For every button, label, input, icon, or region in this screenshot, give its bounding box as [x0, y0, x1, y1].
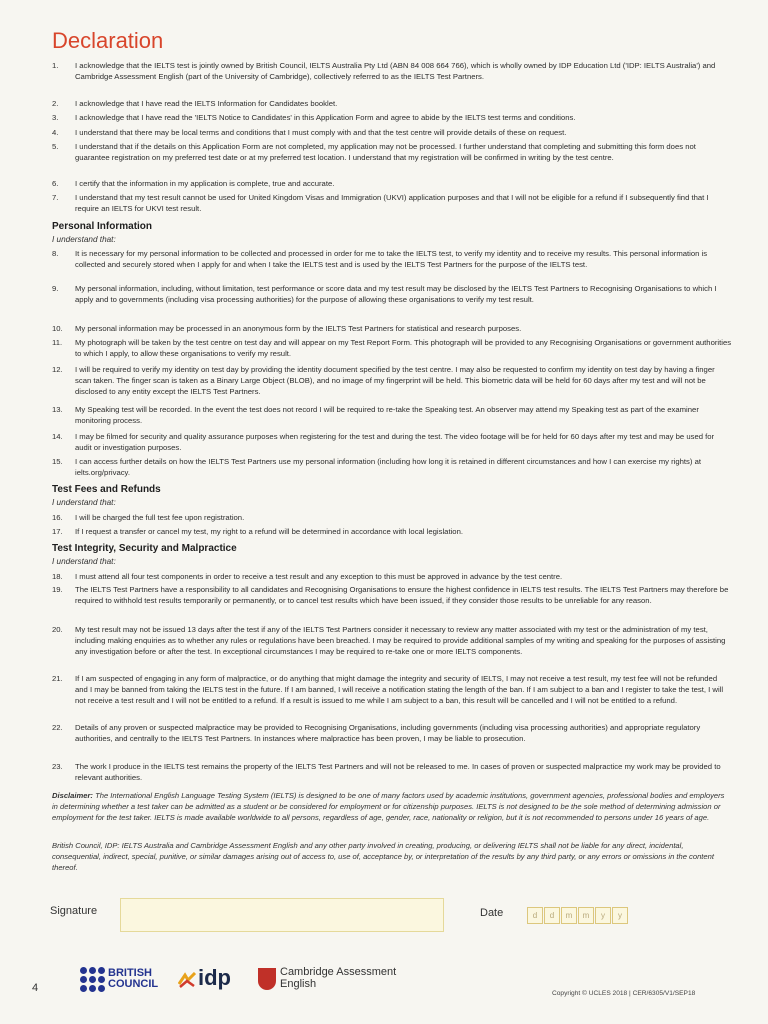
item-text: My Speaking test will be recorded. In the event the test does not record I will be required to re-take the Speaking test. An observer may attend my Speaking test as part of the examiner monitoring process.: [75, 405, 699, 425]
item-number: 3.: [52, 113, 59, 122]
declaration-item: [52, 404, 732, 426]
idp-logo: [178, 966, 240, 994]
declaration-item: [52, 624, 732, 657]
item-number: 15.: [52, 457, 63, 466]
date-label: Date: [480, 907, 504, 919]
date-box-d1[interactable]: d: [527, 907, 543, 924]
cambridge-line-2: English: [280, 978, 317, 990]
date-box-m2[interactable]: m: [578, 907, 594, 924]
item-text: My personal information, including, without limitation, test performance or score data and my test result may be disclosed by the IELTS Test Partners to Recognising Organisations to which I apply and to governments (including visa processing authorities) for the purpose of allowing these organisations to verify my test result.: [75, 284, 717, 304]
item-number: 4.: [52, 128, 59, 137]
section-sub-fees: I understand that:: [52, 498, 116, 507]
declaration-item: [52, 337, 732, 359]
disclaimer-label: Disclaimer:: [52, 791, 93, 800]
declaration-item: [52, 673, 732, 706]
item-text: My test result may not be issued 13 days after the test if any of the IELTS Test Partners consider it necessary to review any matter associated with my test or the administration of my test, including making enquiries as to whether any rules or regulations have been breached. I may be required to provide additional samples of my writing and speaking for the purposes of assisting any investigation before or after the test. In exceptional circumstances I may be required to re-take one or more IELTS components.: [75, 625, 726, 656]
signature-field[interactable]: [120, 898, 444, 932]
item-number: 6.: [52, 179, 59, 188]
declaration-item: [52, 571, 732, 582]
declaration-item: [52, 60, 732, 82]
date-box-y2[interactable]: y: [612, 907, 628, 924]
item-number: 16.: [52, 513, 63, 522]
item-text: I understand that there may be local terms and conditions that I must comply with and that the test centre will provide details of these on request.: [75, 128, 567, 137]
item-text: The work I produce in the IELTS test remains the property of the IELTS Test Partners and will not be released to me. In cases of proven or suspected malpractice my work may be provided to relevant authorities.: [75, 762, 721, 782]
item-text: I must attend all four test components in order to receive a test result and any exception to this must be approved in advance by the test centre.: [75, 572, 563, 581]
idp-swoosh-icon: [178, 972, 196, 988]
disclaimer-paragraph-1: [52, 790, 732, 823]
cambridge-wordmark: [280, 966, 396, 990]
disclaimer-text-2: British Council, IDP: IELTS Australia and Cambridge Assessment English and any other party involved in creating, producing, or delivering IELTS shall not be liable for any direct, incidental, consequential, indirect, special, punitive, or similar damages arising out of access to, use of, acceptance by, or interpretation of the results by any third party, or any errors or omissions in the content thereof.: [52, 841, 714, 872]
item-text: If I am suspected of engaging in any form of malpractice, or do anything that might damage the integrity and security of IELTS, I may not receive a test result, my test fee will not be refunded and I may be banned from taking the IELTS test in the future. If I am banned, I will receive a notification stating the length of the ban. If I am subject to a ban and I register to take the test, I will not receive a test result and I will not be entitled to a refund. If a result is issued to me while I am subject to a ban, this result will be cancelled and I will not be entitled to a refund.: [75, 674, 724, 705]
item-number: 13.: [52, 405, 63, 414]
disclaimer-text-1: The International English Language Testing System (IELTS) is designed to be one of many factors used by academic institutions, government agencies, professional bodies and employers in determining whether a test taker can be admitted as a student or be considered for employment or for citizenship purposes. IELTS is not designed to be the sole method of determining admission or employment for the test taker. IELTS is made available worldwide to all persons, regardless of age, gender, race, nationality or religion, but it is not recommended to persons under 16 years of age.: [52, 791, 725, 822]
item-text: I certify that the information in my application is complete, true and accurate.: [75, 179, 335, 188]
cambridge-shield-icon: [258, 968, 276, 990]
item-text: Details of any proven or suspected malpractice may be provided to Recognising Organisations, including governments (including visa processing authorities) and appropriate regulatory authorities, and centrally to the IELTS Test Partners. In instances where malpractice has been proven, I may be liable to prosecution.: [75, 723, 701, 743]
section-sub-integrity: I understand that:: [52, 557, 116, 566]
item-number: 18.: [52, 572, 63, 581]
item-number: 19.: [52, 585, 63, 594]
item-number: 20.: [52, 625, 63, 634]
section-heading-fees: Test Fees and Refunds: [52, 484, 161, 495]
british-council-line-1: BRITISH: [108, 967, 152, 979]
declaration-item: [52, 98, 732, 109]
item-number: 23.: [52, 762, 63, 771]
cambridge-assessment-logo: [258, 966, 418, 994]
declaration-item: [52, 364, 732, 397]
british-council-wordmark: [108, 968, 158, 990]
item-number: 9.: [52, 284, 59, 293]
item-text: I will be required to verify my identity on test day by providing the identity document specified by the test centre. I may also be requested to confirm my identity on test day by having a finger scan taken. The finger scan is taken as a Binary Large Object (BLOB), and no image of my fingerprint will be held. This biometric data will be held for 60 days after my test and will not be disclosed to any entity except the IELTS Test Partners.: [75, 365, 715, 396]
item-text: I may be filmed for security and quality assurance purposes when registering for the test and during the test. The video footage will be for held for 60 days after my test and may be used for audit or investigation purposes.: [75, 432, 715, 452]
disclaimer-paragraph-2: [52, 840, 732, 873]
section-heading-integrity: Test Integrity, Security and Malpractice: [52, 543, 237, 554]
declaration-item: [52, 512, 732, 523]
british-council-logo: [80, 966, 170, 994]
item-text: I will be charged the full test fee upon registration.: [75, 513, 245, 522]
item-text: The IELTS Test Partners have a responsibility to all candidates and Recognising Organisations to ensure the highest confidence in IELTS test results. The IELTS Test Partners may therefore be required to withhold test results temporarily or permanently, or to cancel test results which have been issued, if they consider those results to be unreliable for any reason.: [75, 585, 729, 605]
item-text: My personal information may be processed in an anonymous form by the IELTS Test Partners for statistical and research purposes.: [75, 324, 522, 333]
item-text: I understand that if the details on this Application Form are not completed, my application may not be processed. I further understand that completing and submitting this form does not guarantee registration on my preferred test date or at my preferred test location. I understand that my registration will be confirmed in writing by the test centre.: [75, 142, 696, 162]
item-number: 12.: [52, 365, 63, 374]
item-number: 22.: [52, 723, 63, 732]
item-text: It is necessary for my personal information to be collected and processed in order for me to take the IELTS test, to verify my identity and to receive my results. This personal information is collected and securely stored when I apply for and when I take the IELTS test and is used by the IELTS Test Partners for the purpose of the IELTS test.: [75, 249, 708, 269]
item-number: 14.: [52, 432, 63, 441]
declaration-item: [52, 431, 732, 453]
idp-wordmark: idp: [198, 965, 231, 990]
declaration-item: [52, 456, 732, 478]
declaration-item: [52, 761, 732, 783]
item-text: If I request a transfer or cancel my test, my right to a refund will be determined in accordance with local legislation.: [75, 527, 463, 536]
item-number: 11.: [52, 338, 63, 347]
page-title: Declaration: [52, 28, 164, 53]
declaration-item: [52, 248, 732, 270]
item-text: I understand that my test result cannot be used for United Kingdom Visas and Immigration (UKVI) application purposes and that I will not be eligible for a refund if I subsequently find that I require an IELTS for UKVI test result.: [75, 193, 709, 213]
british-council-line-2: COUNCIL: [108, 978, 159, 990]
declaration-item: [52, 141, 732, 163]
item-number: 21.: [52, 674, 63, 683]
copyright-notice: Copyright © UCLES 2018 | CER/6305/V1/SEP18: [552, 990, 696, 997]
declaration-item: [52, 283, 732, 305]
declaration-item: [52, 722, 732, 744]
item-number: 1.: [52, 61, 59, 70]
item-number: 7.: [52, 193, 59, 202]
declaration-item: [52, 192, 732, 214]
date-box-m1[interactable]: m: [561, 907, 577, 924]
british-council-dots-icon: [80, 967, 106, 993]
declaration-item: [52, 584, 732, 606]
declaration-item: [52, 112, 732, 123]
item-number: 17.: [52, 527, 63, 536]
item-number: 8.: [52, 249, 59, 258]
page-number: 4: [32, 982, 39, 994]
item-text: I acknowledge that I have read the 'IELTS Notice to Candidates' in this Application Form and agree to abide by the IELTS test terms and conditions.: [75, 113, 576, 122]
section-heading-personal: Personal Information: [52, 221, 153, 232]
item-number: 5.: [52, 142, 59, 151]
declaration-item: [52, 526, 732, 537]
signature-label: Signature: [50, 905, 98, 917]
date-field[interactable]: [527, 907, 629, 924]
declaration-item: [52, 323, 732, 334]
declaration-item: [52, 178, 732, 189]
item-text: I acknowledge that I have read the IELTS Information for Candidates booklet.: [75, 99, 338, 108]
item-number: 10.: [52, 324, 63, 333]
section-sub-personal: I understand that:: [52, 235, 116, 244]
item-text: I acknowledge that the IELTS test is jointly owned by British Council, IELTS Australia Pty Ltd (ABN 84 008 664 766), which is wholly owned by IDP Education Ltd ('IDP: IELTS Australia') and Cambridge Assessment English (part of the University of Cambridge), collectively referred to as the IELTS Test Partners.: [75, 61, 716, 81]
cambridge-line-1: Cambridge Assessment: [280, 966, 397, 978]
item-text: My photograph will be taken by the test centre on test day and will appear on my Test Report Form. This photograph will be provided to any Recognising Organisations or government authorities to which I apply, to allow these organisations to verify my result.: [75, 338, 732, 358]
item-number: 2.: [52, 99, 59, 108]
item-text: I can access further details on how the IELTS Test Partners use my personal information (including how long it is retained in different circumstances and how I can exercise my rights) at ielts.org/privacy.: [75, 457, 701, 477]
date-box-y1[interactable]: y: [595, 907, 611, 924]
declaration-item: [52, 127, 732, 138]
date-box-d2[interactable]: d: [544, 907, 560, 924]
